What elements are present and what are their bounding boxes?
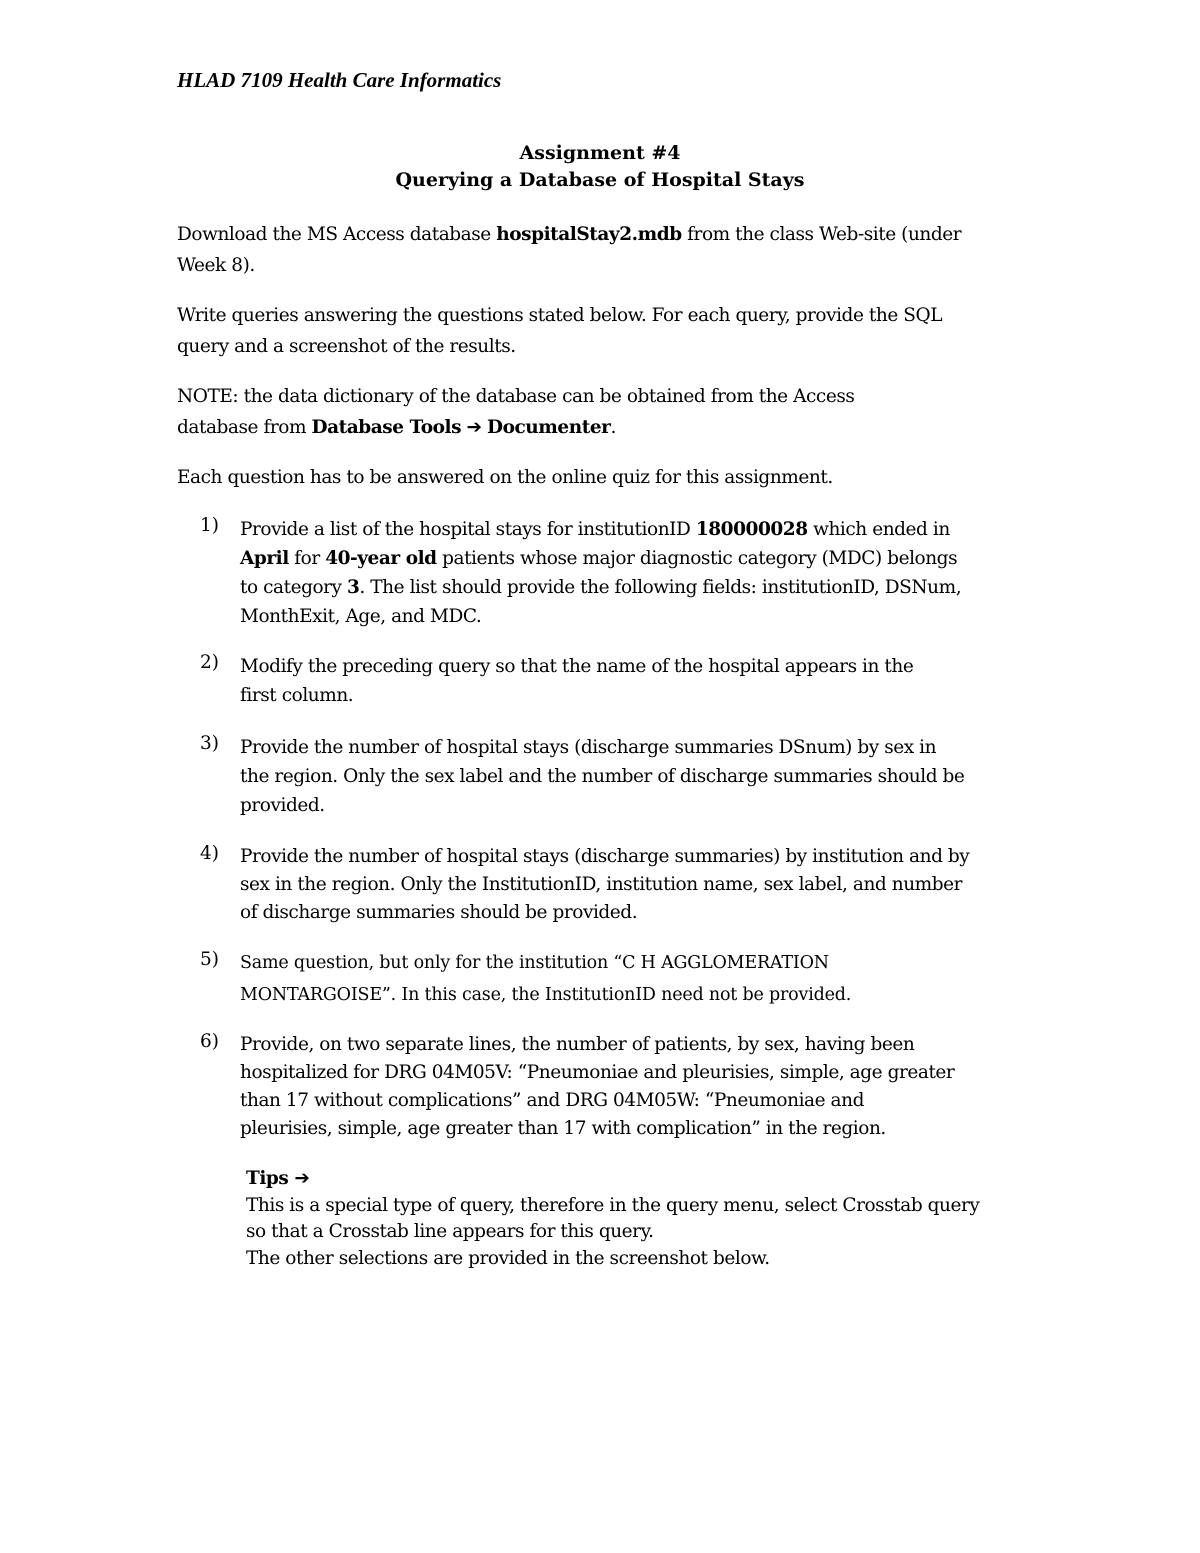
tips-label: Tips — [246, 1168, 295, 1189]
question-6-text — [240, 1031, 1030, 1143]
documenter-label: Documenter — [487, 417, 611, 438]
month-april: April — [240, 548, 289, 569]
question-5-line-2: MONTARGOISE”. In this case, the InstitutionID need not be provided. — [240, 985, 852, 1005]
question-2-line-2: first column. — [240, 685, 354, 706]
write-line-1: Write queries answering the questions stated below. For each query, provide the SQL — [177, 305, 943, 326]
q1-line2-end: patients whose major diagnostic category (MDC) belongs — [436, 548, 958, 569]
arrow-right-icon: ➔ — [466, 417, 482, 438]
write-line-2: query and a screenshot of the results. — [177, 336, 516, 357]
mdc-category: 3 — [346, 577, 360, 598]
question-4-text — [240, 843, 1030, 927]
question-1-line-1 — [240, 515, 1030, 544]
note-line-1: NOTE: the data dictionary of the database can be obtained from the Access — [177, 386, 855, 407]
course-header: HLAD 7109 Health Care Informatics — [177, 68, 502, 92]
question-5-text — [240, 947, 1030, 1011]
note-paragraph — [177, 381, 1027, 443]
download-paragraph — [177, 219, 1027, 281]
question-4-line-3: of discharge summaries should be provided. — [240, 902, 638, 923]
question-3-line-3: provided. — [240, 795, 325, 816]
question-3-line-2: the region. Only the sex label and the number of discharge summaries should be — [240, 766, 965, 787]
q1-text-end: which ended in — [807, 519, 950, 540]
question-6-line-4: pleurisies, simple, age greater than 17 with complication” in the region. — [240, 1118, 886, 1139]
question-6-line-3: than 17 without complications” and DRG 04M05W: “Pneumoniae and — [240, 1090, 864, 1111]
age-40: 40-year old — [325, 548, 437, 569]
tips-line-1: This is a special type of query, therefore in the query menu, select Crosstab query — [246, 1194, 980, 1216]
q1-line3-end: . The list should provide the following fields: institutionID, DSNum, — [359, 577, 962, 598]
question-1-text — [240, 515, 1030, 631]
download-text-end: from the class Web-site (under — [681, 224, 962, 245]
question-3-text — [240, 733, 1030, 820]
question-6-number: 6) — [200, 1031, 219, 1052]
question-1-number: 1) — [200, 515, 219, 536]
question-4-line-2: sex in the region. Only the InstitutionID, institution name, sex label, and number — [240, 874, 963, 895]
question-2-line-1: Modify the preceding query so that the name of the hospital appears in the — [240, 656, 914, 677]
question-4-line-1: Provide the number of hospital stays (discharge summaries) by institution and by — [240, 846, 970, 867]
question-3-number: 3) — [200, 733, 219, 754]
tips-block — [246, 1166, 1046, 1272]
question-5-number: 5) — [200, 949, 219, 970]
tips-heading — [246, 1166, 1046, 1193]
q1-line3-start: to category — [240, 577, 347, 598]
tips-line-2: so that a Crosstab line appears for this query. — [246, 1221, 654, 1242]
question-1-line-4: MonthExit, Age, and MDC. — [240, 606, 482, 627]
question-6-line-2: hospitalized for DRG 04M05V: “Pneumoniae and pleurisies, simple, age greater — [240, 1062, 955, 1083]
q1-text: Provide a list of the hospital stays for institutionID — [240, 519, 696, 540]
question-3-line-1: Provide the number of hospital stays (discharge summaries DSnum) by sex in — [240, 737, 937, 758]
note-line-2 — [177, 412, 1027, 443]
question-6-line-1: Provide, on two separate lines, the number of patients, by sex, having been — [240, 1034, 915, 1055]
question-2-text — [240, 652, 1030, 710]
assignment-subtitle: Querying a Database of Hospital Stays — [395, 169, 805, 191]
institution-id: 180000028 — [695, 519, 808, 540]
q1-for: for — [288, 548, 326, 569]
database-tools-label: Database Tools — [311, 417, 462, 438]
question-1-line-2 — [240, 544, 1030, 573]
tips-line-3: The other selections are provided in the screenshot below. — [246, 1247, 770, 1269]
question-4-number: 4) — [200, 843, 219, 864]
note-text: database from — [177, 417, 312, 438]
download-line-2: Week 8). — [177, 255, 255, 276]
note-period: . — [610, 417, 616, 438]
question-1-line-3 — [240, 573, 1030, 602]
assignment-title: Assignment #4 — [519, 142, 681, 164]
download-text: Download the MS Access database — [177, 224, 497, 245]
write-queries-paragraph — [177, 300, 1027, 362]
arrow-right-icon: ➔ — [294, 1168, 310, 1189]
download-line-1 — [177, 219, 1027, 250]
quiz-paragraph: Each question has to be answered on the online quiz for this assignment. — [177, 467, 833, 488]
question-5-line-1: Same question, but only for the institution “C H AGGLOMERATION — [240, 953, 829, 973]
database-filename: hospitalStay2.mdb — [496, 224, 682, 245]
question-2-number: 2) — [200, 652, 219, 673]
